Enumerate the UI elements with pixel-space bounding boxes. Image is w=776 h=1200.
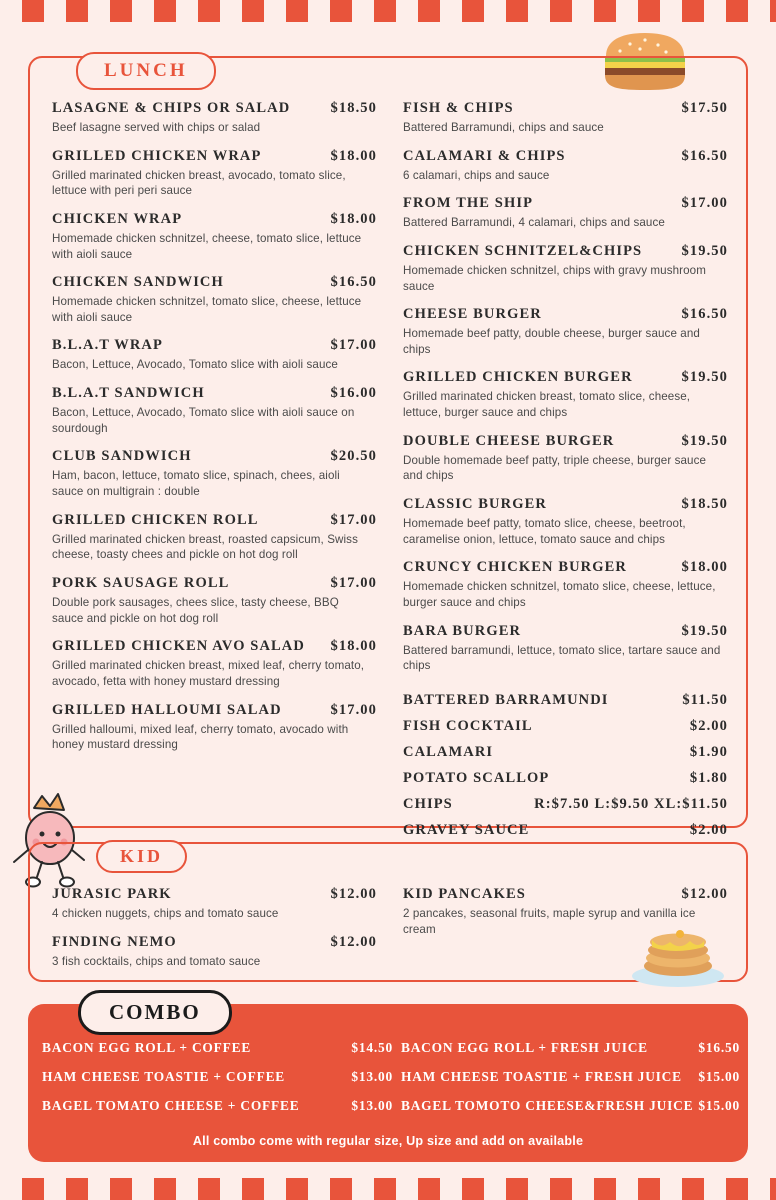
- menu-item[interactable]: [52, 148, 377, 199]
- item-price: R:$7.50 L:$9.50 XL:$11.50: [534, 795, 728, 812]
- menu-item[interactable]: [403, 243, 728, 294]
- menu-item[interactable]: [52, 274, 377, 325]
- item-description: Homemade chicken schnitzel, tomato slice, cheese, lettuce with aioli sauce: [52, 295, 362, 324]
- item-description: Homemade chicken schnitzel, chips with gravy mushroom sauce: [403, 263, 706, 293]
- item-price: $1.90: [689, 743, 728, 760]
- item-price: $19.50: [681, 369, 728, 386]
- menu-item[interactable]: [52, 211, 377, 262]
- item-price: $19.50: [681, 432, 728, 449]
- item-description: 4 chicken nuggets, chips and tomato sauce: [52, 907, 279, 920]
- item-description: 2 pancakes, seasonal fruits, maple syrup and vanilla ice cream: [403, 907, 696, 936]
- item-description: Ham, bacon, lettuce, tomato slice, spinach, chees, aioli sauce on multigrain : double: [52, 469, 340, 499]
- item-description: Homemade chicken schnitzel, cheese, tomato slice, lettuce with aioli sauce: [52, 231, 362, 261]
- item-price: $16.50: [681, 306, 728, 323]
- item-price: $15.00: [698, 1069, 740, 1084]
- side-item[interactable]: [403, 822, 728, 839]
- item-description: Double homemade beef patty, triple cheese, burger sauce and chips: [403, 453, 707, 483]
- item-price: $1.80: [689, 769, 728, 786]
- item-description: Homemade chicken schnitzel, tomato slice, cheese, lettuce, burger sauce and chips: [403, 580, 716, 609]
- item-name: FROM THE SHIP: [403, 195, 534, 212]
- item-price: $17.00: [330, 337, 377, 354]
- menu-item[interactable]: [52, 337, 377, 373]
- menu-item[interactable]: [52, 886, 377, 922]
- item-price: $18.50: [681, 496, 728, 513]
- side-item-chips[interactable]: [403, 796, 728, 813]
- combo-item: [393, 1040, 740, 1056]
- item-price: $19.50: [681, 622, 728, 639]
- item-name: FINDING NEMO: [52, 933, 177, 950]
- item-price: $2.00: [689, 821, 728, 838]
- item-name: BATTERED BARRAMUNDI: [403, 691, 609, 708]
- item-name: FISH & CHIPS: [403, 100, 514, 116]
- side-item[interactable]: [403, 692, 728, 709]
- item-description: Grilled marinated chicken breast, tomato slice, cheese, lettuce, burger sauce and chips: [403, 390, 691, 420]
- item-price: $14.50: [351, 1040, 393, 1055]
- item-name: HAM CHEESE TOASTIE + COFFEE: [42, 1069, 286, 1084]
- item-name: GRILLED CHICKEN ROLL: [52, 511, 259, 528]
- item-name: CALAMARI: [403, 743, 494, 760]
- menu-item[interactable]: [52, 512, 377, 563]
- item-name: CLASSIC BURGER: [403, 496, 547, 513]
- item-description: Grilled halloumi, mixed leaf, cherry tomato, avocado with honey mustard dressing: [52, 722, 349, 752]
- item-name: B.L.A.T SANDWICH: [52, 385, 205, 402]
- item-name: FISH COCKTAIL: [403, 717, 533, 734]
- combo-item: [36, 1098, 393, 1114]
- item-description: Beef lasagne served with chips or salad: [52, 121, 261, 134]
- menu-item[interactable]: [52, 575, 377, 626]
- kid-left-column: [52, 886, 377, 981]
- lunch-left-column: [52, 100, 377, 848]
- side-item[interactable]: [403, 718, 728, 735]
- item-name: CHIPS: [403, 795, 453, 812]
- item-price: $18.00: [330, 210, 377, 227]
- pancake-illustration: [618, 918, 738, 988]
- menu-item[interactable]: [403, 623, 728, 674]
- menu-item[interactable]: [52, 100, 377, 136]
- item-price: $13.00: [351, 1069, 393, 1084]
- item-name: GRAVEY SAUCE: [403, 821, 530, 838]
- item-name: CHICKEN SCHNITZEL&CHIPS: [403, 242, 643, 259]
- item-name: GRILLED CHICKEN AVO SALAD: [52, 638, 305, 655]
- menu-item[interactable]: [403, 195, 728, 231]
- item-name: CHICKEN WRAP: [52, 210, 183, 227]
- lunch-right-column: [403, 100, 728, 848]
- item-description: 6 calamari, chips and sauce: [403, 168, 550, 182]
- item-name: JURASIC PARK: [52, 886, 172, 902]
- item-name: DOUBLE CHEESE BURGER: [403, 432, 615, 449]
- menu-item[interactable]: [52, 385, 377, 436]
- item-description: Grilled marinated chicken breast, avocado, tomato slice, lettuce with peri peri sauce: [52, 168, 346, 198]
- item-price: $18.00: [330, 147, 377, 164]
- combo-item: [36, 1069, 393, 1085]
- item-price: $16.50: [330, 274, 377, 291]
- item-price: $12.00: [681, 886, 728, 902]
- item-name: PORK SAUSAGE ROLL: [52, 574, 230, 591]
- combo-item: [393, 1098, 740, 1114]
- item-price: $19.50: [681, 242, 728, 259]
- menu-item[interactable]: [403, 496, 728, 547]
- item-price: $11.50: [682, 691, 728, 708]
- lunch-section-title: LUNCH: [76, 52, 216, 90]
- item-name: GRILLED CHICKEN BURGER: [403, 369, 633, 386]
- item-description: Double pork sausages, chees slice, tasty cheese, BBQ sauce and pickle on hot dog roll: [52, 595, 339, 625]
- menu-item[interactable]: [52, 448, 377, 499]
- item-name: KID PANCAKES: [403, 886, 526, 902]
- item-description: Grilled marinated chicken breast, roasted capsicum, Swiss cheese, toasty chees and pickle on hot dog roll: [52, 532, 358, 562]
- item-description: Homemade beef patty, tomato slice, cheese, beetroot, caramelise onion, lettuce, tomato sauce and chips: [403, 517, 686, 546]
- menu-item[interactable]: [403, 369, 728, 420]
- item-price: $12.00: [330, 886, 377, 902]
- menu-item[interactable]: [403, 559, 728, 610]
- side-item[interactable]: [403, 770, 728, 787]
- item-price: $16.50: [681, 147, 728, 164]
- item-name: CLUB SANDWICH: [52, 448, 192, 465]
- combo-row[interactable]: [36, 1069, 740, 1085]
- item-price: $17.50: [681, 100, 728, 116]
- item-price: $17.00: [330, 511, 377, 528]
- item-price: $2.00: [689, 717, 728, 734]
- menu-item[interactable]: [52, 638, 377, 689]
- menu-item[interactable]: [403, 148, 728, 184]
- item-price: $16.00: [330, 385, 377, 402]
- menu-item[interactable]: [52, 702, 377, 753]
- item-name: BAGEL TOMATO CHEESE + COFFEE: [42, 1098, 300, 1113]
- menu-item[interactable]: [403, 100, 728, 136]
- menu-item[interactable]: [403, 433, 728, 484]
- item-price: $16.50: [698, 1040, 740, 1055]
- combo-section-title: COMBO: [78, 990, 232, 1035]
- combo-item: [36, 1040, 393, 1056]
- combo-rows: [28, 1040, 748, 1127]
- item-name: CHICKEN SANDWICH: [52, 274, 224, 291]
- combo-row[interactable]: [36, 1098, 740, 1114]
- item-name: BACON EGG ROLL + FRESH JUICE: [400, 1040, 648, 1055]
- combo-item: [393, 1069, 740, 1085]
- checkerboard-border-bottom: [0, 1178, 776, 1200]
- item-description: Bacon, Lettuce, Avocado, Tomato slice with aioli sauce on sourdough: [52, 406, 355, 435]
- item-description: Bacon, Lettuce, Avocado, Tomato slice with aioli sauce: [52, 358, 338, 372]
- item-name: HAM CHEESE TOASTIE + FRESH JUICE: [400, 1069, 682, 1084]
- item-name: BARA BURGER: [403, 622, 522, 639]
- item-price: $20.50: [330, 448, 377, 465]
- item-price: $17.00: [330, 574, 377, 591]
- item-name: CALAMARI & CHIPS: [403, 147, 566, 164]
- item-price: $18.50: [330, 100, 377, 116]
- kid-section-title: KID: [96, 840, 187, 873]
- item-description: 3 fish cocktails, chips and tomato sauce: [52, 954, 261, 968]
- item-price: $17.00: [681, 195, 728, 212]
- combo-note: All combo come with regular size, Up size and add on available: [192, 1134, 584, 1148]
- menu-item[interactable]: [403, 306, 728, 357]
- item-name: LASAGNE & CHIPS OR SALAD: [52, 100, 291, 116]
- item-price: $18.00: [330, 638, 377, 655]
- item-name: BAGEL TOMOTO CHEESE&FRESH JUICE: [400, 1098, 694, 1113]
- item-price: $15.00: [698, 1098, 740, 1113]
- combo-row[interactable]: [36, 1040, 740, 1056]
- item-name: GRILLED CHICKEN WRAP: [52, 147, 262, 164]
- item-name: CRUNCY CHICKEN BURGER: [403, 559, 627, 576]
- item-price: $13.00: [351, 1098, 393, 1113]
- lunch-columns: [52, 100, 728, 848]
- item-price: $12.00: [330, 933, 377, 950]
- item-description: Homemade beef patty, double cheese, burger sauce and chips: [403, 327, 700, 356]
- item-price: $18.00: [681, 559, 728, 576]
- item-description: Battered Barramundi, 4 calamari, chips and sauce: [403, 216, 665, 230]
- item-description: Grilled marinated chicken breast, mixed leaf, cherry tomato, avocado, fetta with honey mustard dressing: [52, 659, 365, 688]
- item-name: CHEESE BURGER: [403, 306, 542, 323]
- item-name: POTATO SCALLOP: [403, 769, 550, 786]
- item-name: B.L.A.T WRAP: [52, 337, 163, 354]
- item-description: Battered Barramundi, chips and sauce: [403, 121, 604, 134]
- side-item[interactable]: [403, 744, 728, 761]
- checkerboard-border-top: [0, 0, 776, 22]
- item-description: Battered barramundi, lettuce, tomato slice, tartare sauce and chips: [403, 643, 721, 673]
- item-name: BACON EGG ROLL + COFFEE: [42, 1040, 252, 1055]
- item-name: GRILLED HALLOUMI SALAD: [52, 701, 282, 718]
- menu-item[interactable]: [52, 934, 377, 970]
- item-price: $17.00: [330, 701, 377, 718]
